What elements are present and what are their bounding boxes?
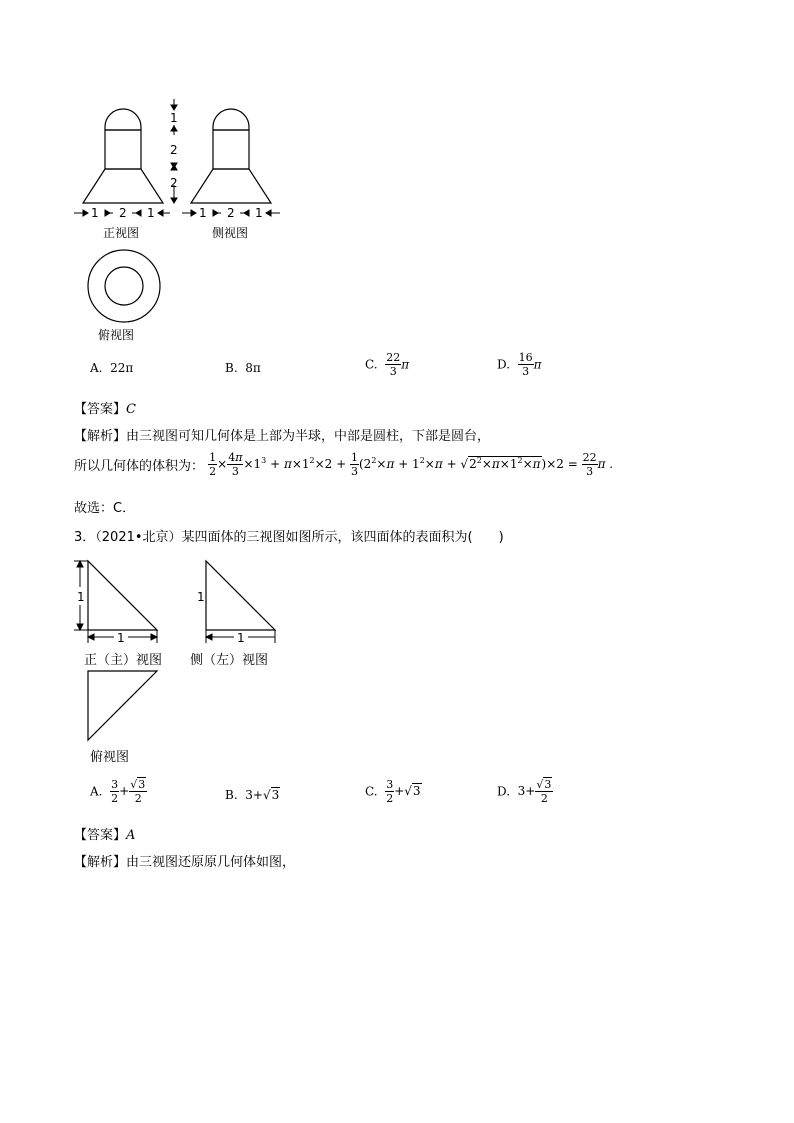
- q3-option-b: [225, 788, 280, 802]
- dim-v-1: 1: [170, 111, 178, 125]
- caption-top-view: 俯视图: [98, 328, 135, 342]
- side-view-drawing: [191, 109, 271, 203]
- q3-answer-value: A: [126, 828, 136, 843]
- q3-stem: 3．（2021•北京）某四面体的三视图如图所示，该四面体的表面积为( ): [74, 530, 504, 545]
- dim-h-side-1: 1: [199, 206, 207, 220]
- q3-option-d: [497, 779, 553, 804]
- q3-option-c-label: C.: [365, 784, 378, 799]
- dim-v-2: 2: [170, 143, 178, 157]
- caption-side-view-2: 侧（左）视图: [190, 653, 269, 668]
- q2-option-a: [90, 361, 133, 375]
- front-width-label: 1: [117, 631, 125, 645]
- option-a-value: 22π: [110, 361, 134, 375]
- q3-option-c: [365, 779, 422, 804]
- option-c-fraction: [385, 352, 401, 377]
- top-view-drawing: [82, 246, 166, 330]
- dim-h-front-1: 1: [91, 206, 99, 220]
- answer-tag: 【答案】: [74, 402, 127, 417]
- dim-h-side-3: 1: [255, 206, 263, 220]
- caption-front-view: 正视图: [103, 226, 140, 240]
- option-c-numerator: 22: [386, 351, 401, 364]
- option-b-label: B.: [225, 361, 238, 375]
- q3-option-d-label: D.: [497, 784, 511, 799]
- option-a-label: A.: [90, 361, 103, 375]
- analysis-tag: 【解析】: [74, 429, 127, 444]
- q3-analysis-text: 由三视图还原原几何体如图，: [126, 855, 296, 870]
- q2-option-b: [225, 361, 261, 375]
- q2-volume-line: [74, 452, 613, 477]
- option-d-fraction: [518, 352, 534, 377]
- q2-answer: [74, 398, 136, 417]
- dim-v-3: 2: [170, 176, 178, 190]
- q3-option-a-label: A.: [90, 784, 103, 799]
- option-c-label: C.: [365, 357, 378, 372]
- top-view-triangle: [88, 671, 157, 740]
- dim-h-side-2: 2: [227, 206, 235, 220]
- q2-analysis: [74, 425, 490, 444]
- front-height-label: 1: [77, 590, 85, 604]
- answer-value: C: [126, 402, 136, 417]
- front-view-drawing: [83, 109, 163, 203]
- side-view-triangle: [206, 561, 275, 630]
- analysis-text: 由三视图可知几何体是上部为半球，中部是圆柱，下部是圆台，: [126, 429, 491, 444]
- caption-front-view-2: 正（主）视图: [84, 653, 163, 668]
- option-b-value: 8π: [245, 361, 261, 375]
- side-height-label: 1: [197, 590, 205, 604]
- q3-analysis-tag: 【解析】: [74, 855, 127, 870]
- q3-option-a: [90, 779, 147, 804]
- q3-option-c-value: $\frac{3}{2}$ +√3: [386, 778, 421, 805]
- q2-option-d: [497, 352, 542, 377]
- side-width-label: 1: [237, 631, 245, 645]
- option-d-pi: π: [533, 357, 542, 372]
- dim-h-front-2: 2: [119, 206, 127, 220]
- q2-conclusion: 故选：C．: [74, 501, 136, 516]
- option-d-denominator: 3: [522, 365, 530, 378]
- q3-answer: [74, 824, 135, 843]
- q3-analysis: [74, 851, 295, 870]
- q3-option-d-value: 3+ $\frac{√3}{2}$: [517, 778, 552, 805]
- q3-option-b-value: 3+√3: [245, 788, 280, 802]
- volume-lead: 所以几何体的体积为：: [74, 459, 205, 474]
- q3-option-a-value: $\frac{3}{2}$ + $\frac{√3}{2}$: [111, 778, 146, 805]
- option-d-label: D.: [497, 357, 511, 372]
- option-c-pi: π: [401, 357, 410, 372]
- caption-side-view: 侧视图: [212, 226, 249, 240]
- figure-three-views-2: [70, 555, 300, 770]
- option-c-denominator: 3: [389, 365, 397, 378]
- q3-option-b-label: B.: [225, 788, 238, 802]
- volume-formula: $\frac{1}{2}$ × $\frac{4\pi}{3}$ $\times 1^3 + \pi\times 1^2\times 2$ + $\frac{1}{3}$ $(2^2\times\pi + 1^2\times\pi + √2^2\times\pi\times 1^2\times\pi)\times 2$ = $\frac{22}{3}$ π .: [209, 451, 614, 478]
- q2-option-c: [365, 352, 409, 377]
- caption-top-view-2: 俯视图: [90, 750, 130, 765]
- front-view-triangle: [88, 561, 157, 630]
- dim-h-front-3: 1: [147, 206, 155, 220]
- option-d-numerator: 16: [518, 351, 533, 364]
- q3-answer-tag: 【答案】: [74, 828, 127, 843]
- figure-three-views-1: [70, 95, 290, 255]
